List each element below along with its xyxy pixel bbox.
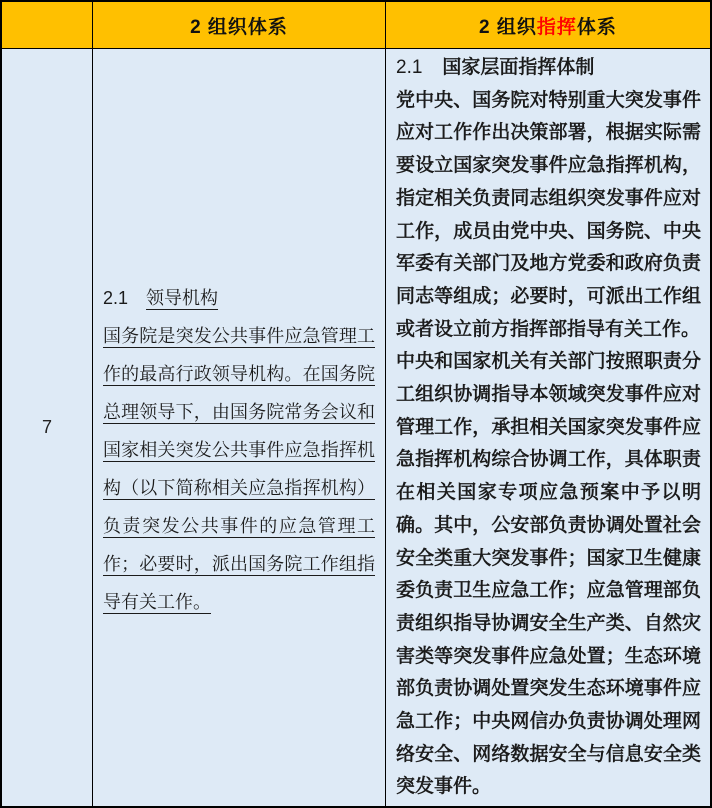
new-version-title-suffix: 体系: [576, 16, 617, 38]
header-cell-new-version: [386, 2, 710, 48]
old-version-title: 2 组织体系: [190, 16, 288, 38]
old-paragraph: 国务院是突发公共事件应急管理工作的最高行政领导机构。在国务院总理领导下，由国务院常务会议和国家相关突发公共事件应急指挥机构（以下简称相关应急指挥机构）负责突发公共事件的应急管理工作；必要时，派出国务院工作组指导有关工作。: [103, 325, 375, 612]
new-section-heading: [396, 52, 701, 85]
new-version-title-prefix: 2 组织: [479, 16, 537, 38]
header-cell-index: [2, 2, 92, 48]
new-section-title: 国家层面指挥体制: [442, 57, 595, 78]
old-text-block: [103, 279, 375, 621]
new-section-number: 2.1: [396, 57, 423, 78]
old-section-heading: [103, 279, 375, 317]
new-version-title: [479, 12, 617, 39]
new-version-title-highlight: 指挥: [536, 16, 577, 38]
new-paragraph-2: 中央和国家机关有关部门按照职责分工组织协调指导本领域突发事件应对管理工作，承担相关国家突发事件应急指挥机构综合协调工作，具体职责在相关国家专项应急预案中予以明确。其中，公安部负责协调处置社会安全类重大突发事件；国家卫生健康委负责卫生应急工作；应急管理部负责组织指导协调安全生产类、自然灾害类等突发事件应急处置；生态环境部负责协调处置突发生态环境事件应急工作；中央网信办负责协调处理网络安全、网络数据安全与信息安全类突发事件。: [396, 351, 701, 798]
header-cell-old-version: [93, 2, 385, 48]
old-section-number: 2.1: [103, 287, 129, 308]
new-text-cell: [386, 49, 710, 806]
new-paragraph-1: 党中央、国务院对特别重大突发事件应对工作作出决策部署，根据实际需要设立国家突发事件应急指挥机构，指定相关负责同志组织突发事件应对工作，成员由党中央、国务院、中央军委有关部门及地方党委和政府负责同志等组成；必要时，可派出工作组或者设立前方指挥部指导有关工作。: [396, 89, 701, 340]
old-text-cell: [93, 49, 385, 806]
old-section-title: 领导机构: [146, 287, 219, 308]
row-number: 7: [41, 417, 52, 437]
row-number-cell: [2, 49, 92, 806]
